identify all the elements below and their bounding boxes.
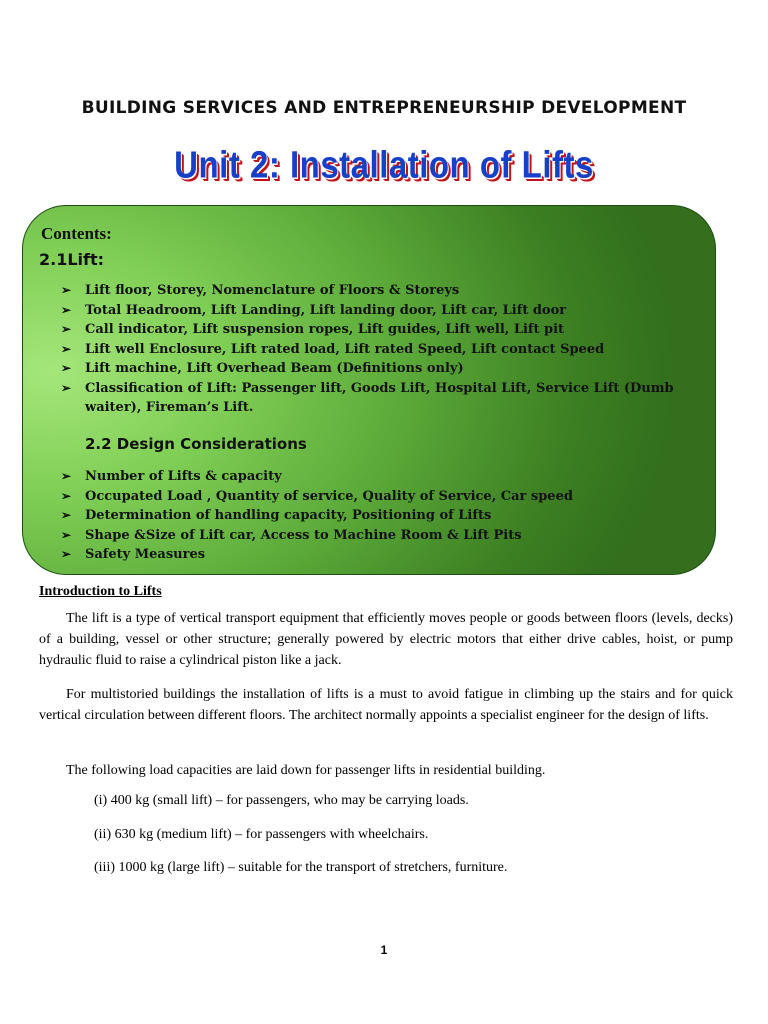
capacity-item-medium: (ii) 630 kg (medium lift) – for passengers with wheelchairs. xyxy=(94,827,429,842)
capacity-item-large: (iii) 1000 kg (large lift) – suitable for the transport of stretchers, furniture. xyxy=(94,860,508,875)
list-item-text: Call indicator, Lift suspension ropes, Lift guides, Lift well, Lift pit xyxy=(85,322,565,337)
list-item-text: Occupated Load , Quantity of service, Quality of Service, Car speed xyxy=(85,488,573,504)
arrow-bullet-icon: ➢ xyxy=(61,488,72,503)
unit-title: Unit 2: Installation of Lifts xyxy=(174,143,594,186)
section-heading-design: 2.2 Design Considerations xyxy=(85,435,307,453)
intro-paragraph: The lift is a type of vertical transport equipment that efficiently moves people or goods between floors (levels, decks) of a building, vessel or other structure; generally powered by electric motors that either drive cables, hoist, or pump hydraulic fluid to raise a cylindrical piston like a jack. xyxy=(39,611,733,668)
list-item-text: Number of Lifts & capacity xyxy=(85,469,282,484)
list-item xyxy=(61,379,701,418)
contents-label: Contents: xyxy=(41,224,112,243)
page-number: 1 xyxy=(380,943,388,957)
intro-paragraph: The following load capacities are laid down for passenger lifts in residential building. xyxy=(66,763,546,778)
list-item-text: Lift floor, Storey, Nomenclature of Floors & Storeys xyxy=(85,283,460,298)
list-item xyxy=(61,545,701,565)
list-item-text: Shape &Size of Lift car, Access to Machine Room & Lift Pits xyxy=(85,527,522,543)
design-topics-list xyxy=(61,467,701,565)
arrow-bullet-icon: ➢ xyxy=(61,361,72,375)
list-item-text: Safety Measures xyxy=(85,547,206,562)
list-item xyxy=(61,340,701,360)
arrow-bullet-icon: ➢ xyxy=(61,380,72,395)
list-item xyxy=(61,320,701,340)
list-item-text: Total Headroom, Lift Landing, Lift landing door, Lift car, Lift door xyxy=(85,302,567,318)
list-item xyxy=(61,301,701,321)
section-heading-lift: 2.1Lift: xyxy=(39,250,105,269)
intro-paragraph: For multistoried buildings the installation of lifts is a must to avoid fatigue in climbing up the stairs and for quick vertical circulation between different floors. The architect normally appoints a specialist engineer for the design of lifts. xyxy=(39,687,733,723)
list-item-text: Classification of Lift: Passenger lift, Goods Lift, Hospital Lift, Service Lift (Dumb waiter), Fireman’s Lift. xyxy=(85,380,674,415)
capacity-item-small: (i) 400 kg (small lift) – for passengers, who may be carrying loads. xyxy=(94,793,469,808)
lift-topics-list xyxy=(61,281,701,418)
arrow-bullet-icon: ➢ xyxy=(61,302,72,317)
arrow-bullet-icon: ➢ xyxy=(61,547,72,561)
list-item xyxy=(61,359,701,379)
arrow-bullet-icon: ➢ xyxy=(61,341,72,356)
list-item-text: Determination of handling capacity, Positioning of Lifts xyxy=(85,508,492,523)
list-item xyxy=(61,467,701,487)
contents-box xyxy=(22,205,716,575)
list-item xyxy=(61,506,701,526)
intro-heading: Introduction to Lifts xyxy=(39,584,162,599)
list-item xyxy=(61,526,701,546)
list-item xyxy=(61,487,701,507)
arrow-bullet-icon: ➢ xyxy=(61,283,72,297)
list-item-text: Lift machine, Lift Overhead Beam (Definitions only) xyxy=(85,361,464,376)
list-item-text: Lift well Enclosure, Lift rated load, Lift rated Speed, Lift contact Speed xyxy=(85,341,605,357)
arrow-bullet-icon: ➢ xyxy=(61,508,72,522)
list-item xyxy=(61,281,701,301)
course-title: BUILDING SERVICES AND ENTREPRENEURSHIP DEVELOPMENT xyxy=(81,98,687,118)
arrow-bullet-icon: ➢ xyxy=(61,469,72,483)
arrow-bullet-icon: ➢ xyxy=(61,527,72,542)
arrow-bullet-icon: ➢ xyxy=(61,322,72,336)
